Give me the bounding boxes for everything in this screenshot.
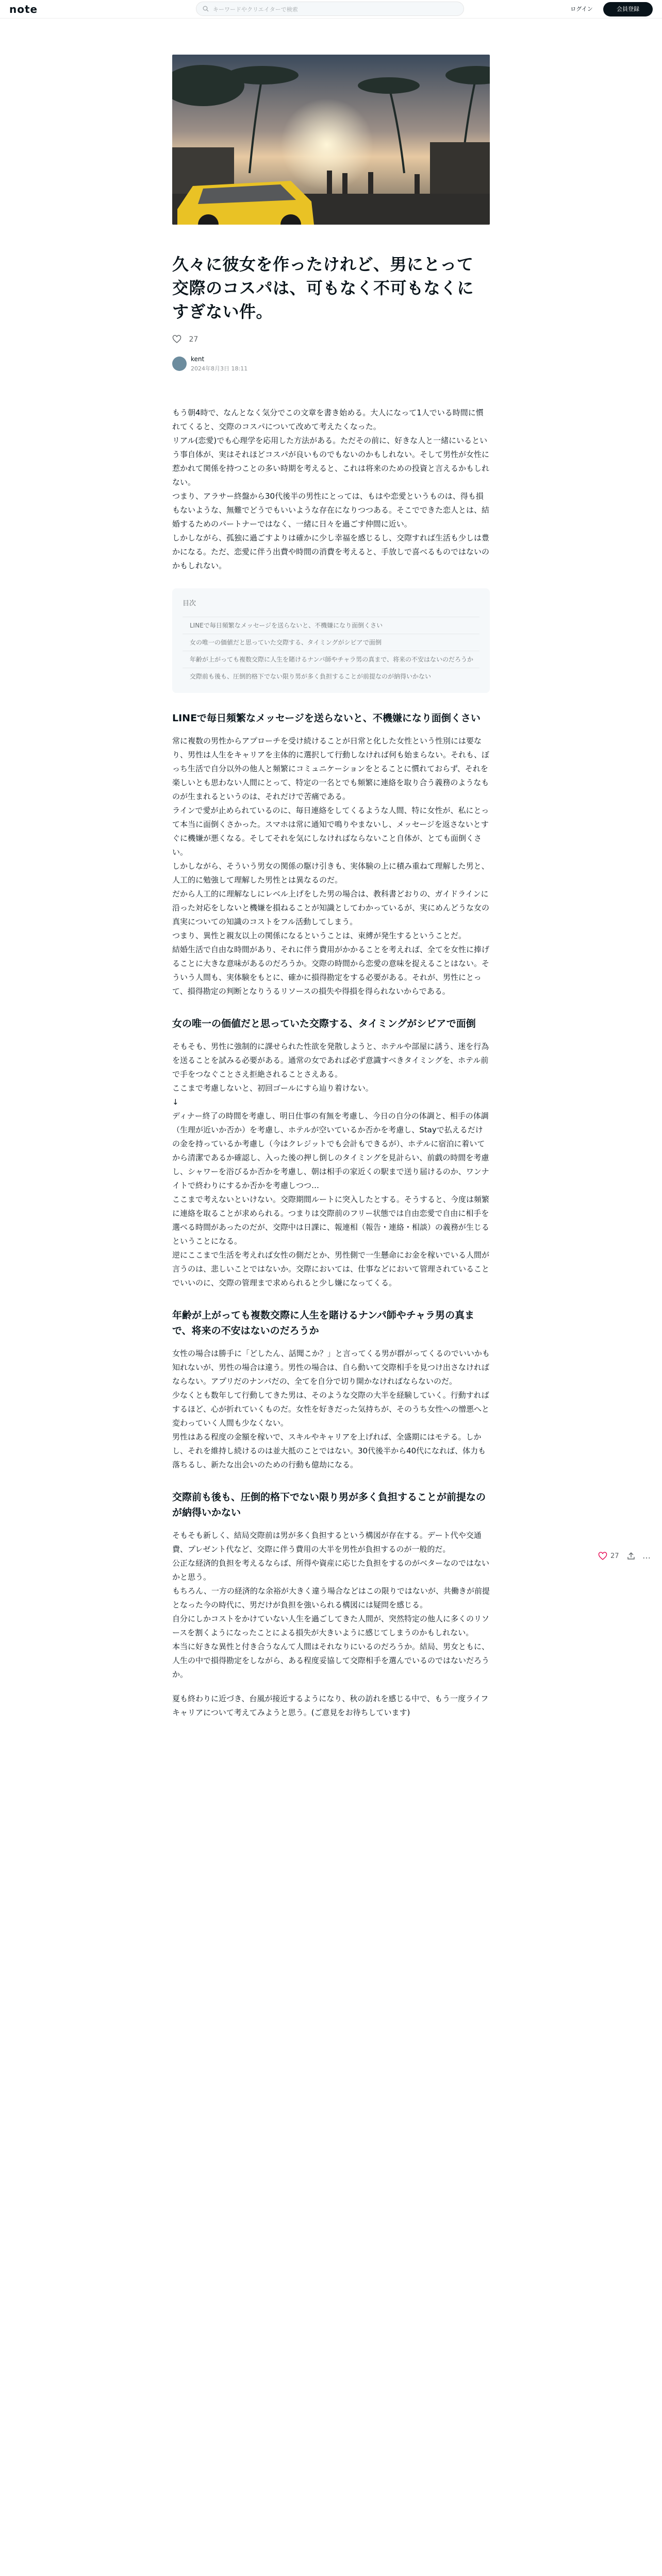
share-icon[interactable]: [627, 1552, 635, 1560]
like-count: 27: [610, 1552, 619, 1560]
paragraph: もちろん、一方の経済的な余裕が大きく違う場合などはこの限りではないが、共働きが前提となった今の時代に、男だけが負担を強いられる構図には疑問を感じる。: [172, 1586, 490, 1609]
article-body: [172, 406, 490, 1720]
paragraph: 女性の場合は勝手に「どしたん、話聞こか？」と言ってくる男が群がってくるのでいいかも知れないが、男性の場合は違う。男性の場合は、自ら動いて交際相手を見つけ出さなければならない。アプリだのナンパだの、全てを自分で切り開かなければならないのだ。: [172, 1349, 490, 1386]
paragraph: そもそも新しく、結局交際前は男が多く負担するという構図が存在する。デート代や交通費、プレゼント代など、交際に伴う費用の大半を男性が負担するのが一般的だ。: [172, 1531, 482, 1554]
paragraph: しかしながら、孤独に過ごすよりは確かに少し幸福を感じるし、交際すれば生活も少しは豊かになる。ただ、恋愛に伴う出費や時間の消費を考えると、手放しで喜べるものではないのかもしれない。: [172, 533, 490, 570]
top-header: [0, 0, 662, 19]
paragraph: 逆にここまで生活を考えれば女性の側だとか、男性側で一生懸命にお金を稼いでいる人間が言うのは、悲しいことではないか。交際においては、仕事などにおいて管理されていることでいいのに、交際の管理まで求められると少し嫌になってくる。: [172, 1250, 490, 1287]
paragraph: 夏も終わりに近づき、台風が接近するようになり、秋の訪れを感じる中で、もう一度ライフキャリアについて考えてみようと思う。(ご意見をお待ちしています): [172, 1694, 489, 1717]
heart-icon[interactable]: [172, 335, 181, 344]
toc-item[interactable]: 女の唯一の価値だと思っていた交際する、タイミングがシビアで面倒: [183, 634, 479, 651]
avatar[interactable]: [172, 357, 187, 371]
section-heading: LINEで毎日頻繁なメッセージを送らないと、不機嫌になり面倒くさい: [172, 713, 481, 724]
post-date: 2024年8月3日 18:11: [191, 365, 248, 372]
note-logo[interactable]: note: [9, 3, 38, 15]
floating-actions: [598, 1550, 655, 1563]
paragraph: ここまで考えないといけない。交際期間ルートに突入したとする。そうすると、今度は頻繁に連絡を取ることが求められる。つまりは交際前のフリー状態では自由恋愛で自由に相手を選べる時間があったのだが、交際中は日課に、報連相（報告・連絡・相談）の義務が生じるということになる。: [172, 1195, 490, 1246]
like-count: 27: [189, 335, 198, 344]
author-info[interactable]: [172, 355, 490, 374]
paragraph: 自分にしかコストをかけていない人生を過ごしてきた人間が、突然特定の他人に多くのリソースを割くようになったことによる損失が大きいように感じてしまうのかもしれない。: [172, 1614, 490, 1637]
article-title: 久々に彼女を作ったけれど、男にとって交際のコスパは、可もなく不可もなくにすぎない件。: [172, 255, 474, 321]
paragraph: もう朝4時で、なんとなく気分でこの文章を書き始める。大人になって1人でいる時間に慣れてくると、交際のコスパについて改めて考えたくなった。: [172, 408, 484, 431]
like-row: [172, 335, 490, 347]
heart-icon[interactable]: [598, 1552, 607, 1561]
paragraph: 少なくとも数年して行動してきた男は、そのような交際の大半を経験していく。行動すればするほど、心が折れていくものだ。女性を好きだった気持ちが、そのうち女性への憎悪へと変わっていく人間も少なくない。: [172, 1391, 490, 1428]
paragraph: 結婚生活で自由な時間があり、それに伴う費用がかかることを考えれば、全てを女性に捧げることに大きな意味があるのだろうか。交際の時間から恋愛の意味を捉えることはない。そういう人間も、実体験をもとに、確かに損得勘定をする必要がある。それが、男性にとって、損得勘定の判断となりうるリソースの損失や得損を得られないからである。: [172, 945, 490, 996]
table-of-contents: [172, 588, 490, 693]
paragraph: 公正な経済的負担を考えるならば、所得や資産に応じた負担をするのがベターなのではないかと思う。: [172, 1558, 490, 1582]
street-scene-image: [172, 55, 490, 225]
paragraph: だから人工的に理解なしにレベル上げをした男の場合は、教科書どおりの、ガイドラインに沿った対応をしないと機嫌を損ねることが知識としてわかっているが、実にめんどうな女の真実についての知識のコストをフル活動してしまう。: [172, 889, 490, 926]
paragraph: ここまで考慮しないと、初回ゴールにすら辿り着けない。: [172, 1083, 373, 1093]
paragraph: 本当に好きな異性と付き合うなんて人間はそれなりにいるのだろうか。結局、男女ともに、人生の中で損得勘定をしながら、ある程度妥協して交際相手を選んでいるのではないだろうか。: [172, 1642, 490, 1679]
toc-heading: 目次: [183, 600, 196, 607]
search-icon: [203, 6, 209, 12]
paragraph: そもそも、男性に強制的に課せられた性欲を発散しようと、ホテルや部屋に誘う、迷を行為を送ることを試みる必要がある。通常の女であれば必ず意識すべきタイミングを、ホテル前で手をつなぐことさえ拒絶されることさえある。: [172, 1042, 489, 1079]
author-name[interactable]: kent: [191, 355, 205, 363]
paragraph: 常に複数の男性からアプローチを受け続けることが日常と化した女性という性別には要なり、男性は人生をキャリアを主体的に選択して行動しなければ何も始まらない。それも、ぼっち生活で自分以外の他人と頻繁にコミュニケーションをとることに慣れておらず、それを楽しいとも思わない人間にとって、特定の一名とでも頻繁に連絡を取り合う義務のようなものが生まれるというのは、それだけで苦痛である。: [172, 736, 490, 801]
section-heading: 年齢が上がっても複数交際に人生を賭けるナンパ師やチャラ男の真まで、将来の不安はないのだろうか: [172, 1310, 475, 1336]
paragraph: リアル(恋愛)でも心理学を応用した方法がある。ただその前に、好きな人と一緒にいるという事自体が、実はそれほどコスパが良いものでもないのかもしれない。そして男性が女性に惹かれて関係を持つことの多い時期を考えると、これは将来のための投資と言えるかもしれない。: [172, 436, 490, 487]
article: [172, 252, 490, 1720]
toc-item[interactable]: LINEで毎日頻繁なメッセージを送らないと、不機嫌になり面倒くさい: [183, 617, 479, 634]
search-input[interactable]: [196, 2, 464, 16]
paragraph: しかしながら、そういう男女の関係の駆け引きも、実体験の上に積み重ねて理解した男と、人工的に勉強して理解した男性とは異なるのだ。: [172, 861, 489, 885]
signup-button[interactable]: 会員登録: [603, 2, 653, 16]
toc-item[interactable]: 年齢が上がっても複数交際に人生を賭けるナンパ師やチャラ男の真まで、将来の不安はないのだろうか: [183, 651, 479, 668]
paragraph: ↓: [172, 1097, 179, 1107]
more-icon[interactable]: …: [642, 1551, 651, 1561]
paragraph: つまり、異性と親友以上の関係になるということは、束縛が発生するということだ。: [172, 931, 467, 940]
paragraph: 男性はある程度の金額を稼いで、スキルやキャリアを上げれば、全盛期にはモテる。しかし、それを維持し続けるのは並大抵のことではない。30代後半から40代になれば、体力も落ちるし、新たな出会いのための行動も億劫になる。: [172, 1432, 486, 1469]
login-button[interactable]: ログイン: [570, 6, 593, 12]
paragraph: つまり、アラサー終盤から30代後半の男性にとっては、もはや恋愛というものは、得も損もないような、無難でどうでもいいような存在になりつつある。そこでできた恋人とは、結婚するためのパートナーではなく、一緒に日々を過ごす仲間に近い。: [172, 492, 490, 529]
section-heading: 女の唯一の価値だと思っていた交際する、タイミングがシビアで面倒: [172, 1018, 476, 1029]
hero-image: [172, 55, 490, 225]
paragraph: ディナー終了の時間を考慮し、明日仕事の有無を考慮し、今日の自分の体調と、相手の体調（生理が近いか否か）を考慮し、ホテルが空いているか否かを考慮し、Stayで払えるだけの金を持っているか考慮し（今はクレジットでも会計もできるが）、ホテルに宿泊に着いてから清潔であるか確認し、入った後の押し倒しのタイミングを見計らい、前戯の時間を考慮し、シャワーを浴びるか否かを考慮し、朝は相手の家近くの駅まで送り届けるのか、ワンナイトで終わりにするか否かを考慮しつつ…: [172, 1111, 489, 1190]
paragraph: ラインで愛が止められているのに、毎日連絡をしてくるような人間、特に女性が、私にとって本当に面倒くさかった。スマホは常に通知で鳴りやまないし、メッセージを返さないとすぐに機嫌が悪くなる。そしてそれを気にしなければならないこと自体が、とても面倒くさい。: [172, 806, 489, 857]
toc-item[interactable]: 交際前も後も、圧倒的格下でない限り男が多く負担することが前提なのが納得いかない: [183, 668, 479, 685]
search-placeholder: キーワードやクリエイターで検索: [213, 6, 298, 13]
section-heading: 交際前も後も、圧倒的格下でない限り男が多く負担することが前提なのが納得いかない: [172, 1492, 486, 1518]
